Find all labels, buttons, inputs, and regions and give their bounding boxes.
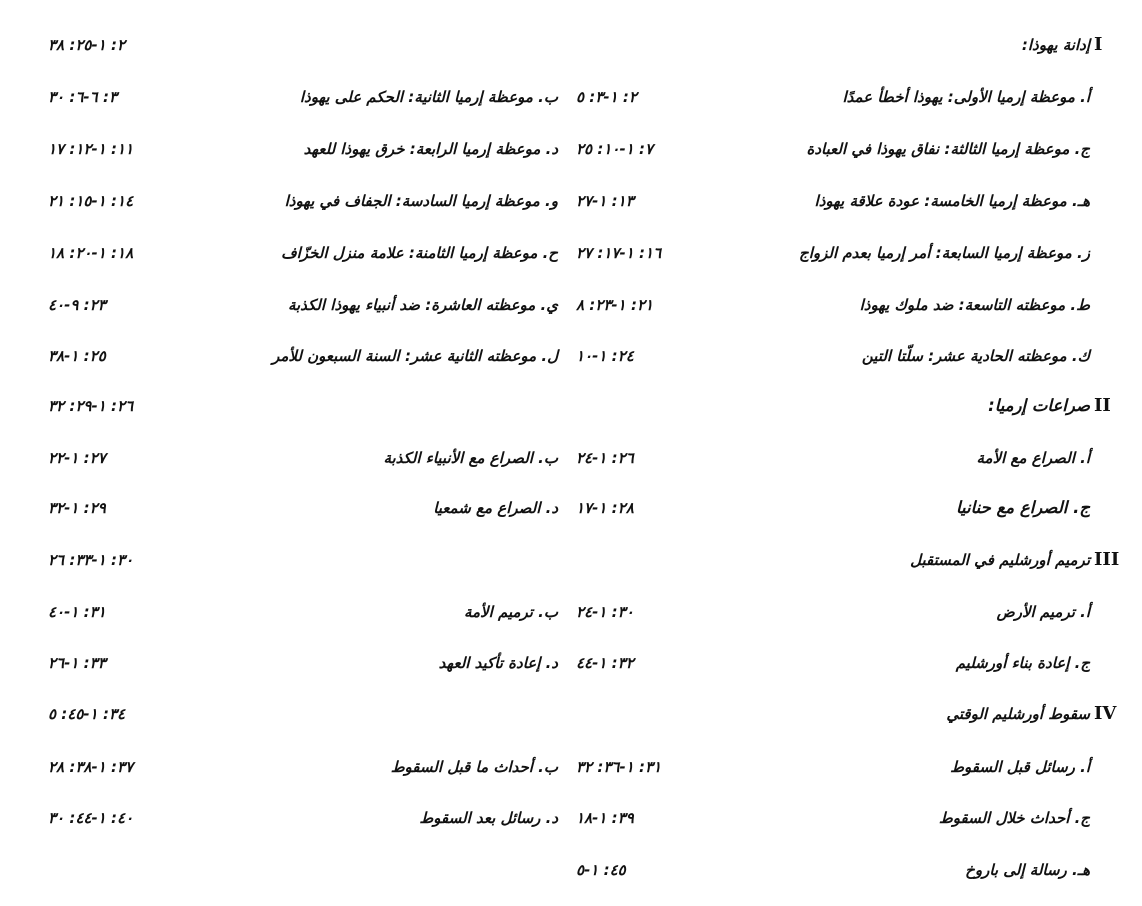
item-reference: ٢٨: ١-١٧	[576, 499, 634, 517]
item-reference: ٢١: ١-٢٣: ٨	[576, 296, 654, 314]
item-reference: ٤٥: ١-٥	[576, 861, 626, 879]
item-title: د. رسائل بعد السقوط	[419, 809, 558, 827]
item-reference: ٣٠: ١-٢٤	[576, 603, 634, 621]
item-title: ج. الصراع مع حنانيا	[955, 498, 1090, 517]
item-reference: ٤٠: ١-٤٤: ٣٠	[48, 809, 134, 827]
item-title: ح. موعظة إرميا الثامنة: علامة منزل الخزّاف	[281, 244, 558, 262]
item-title: ب. الصراع مع الأنبياء الكذبة	[383, 449, 558, 467]
item-title: ب. أحداث ما قبل السقوط	[390, 758, 558, 776]
section-header	[0, 391, 1142, 421]
item-reference: ١١: ١-١٢: ١٧	[48, 140, 134, 158]
item-title: أ. الصراع مع الأمة	[976, 449, 1090, 467]
item-reference: ٢٦: ١-٢٤	[576, 449, 634, 467]
section-numeral: IV	[1094, 703, 1117, 724]
item-reference: ٢٤: ١-١٠	[576, 347, 634, 365]
section-numeral: II	[1094, 395, 1111, 416]
item-title: هـ. موعظة إرميا الخامسة: عودة علاقة يهوذا	[814, 192, 1090, 210]
item-reference: ٢: ١-٣: ٥	[576, 88, 637, 106]
outline-row	[0, 341, 1142, 371]
item-reference: ٣١: ١-٤٠	[48, 603, 106, 621]
item-title: ل. موعظته الثانية عشر: السنة السبعون للأمر	[272, 347, 558, 365]
section-title: ترميم أورشليم في المستقبل	[910, 551, 1090, 569]
item-reference: ١٣: ١-٢٧	[576, 192, 634, 210]
section-numeral: III	[1094, 549, 1120, 570]
item-title: ج. موعظة إرميا الثالثة: نفاق يهوذا في العبادة	[806, 140, 1090, 158]
outline-row	[0, 134, 1142, 164]
item-reference: ١٤: ١-١٥: ٢١	[48, 192, 134, 210]
item-title: ط. موعظته التاسعة: ضد ملوك يهوذا	[859, 296, 1090, 314]
item-reference: ٣: ٦-٦: ٣٠	[48, 88, 118, 106]
item-reference: ٧: ١-١٠: ٢٥	[576, 140, 654, 158]
item-reference: ٢٩: ١-٣٢	[48, 499, 106, 517]
item-reference: ٣٢: ١-٤٤	[576, 654, 634, 672]
item-title: د. موعظة إرميا الرابعة: خرق يهوذا للعهد	[303, 140, 558, 158]
outline-row	[0, 803, 1142, 833]
item-reference: ٢٧: ١-٢٢	[48, 449, 106, 467]
item-reference: ٣٩: ١-١٨	[576, 809, 634, 827]
section-reference: ٢: ١-٢٥: ٣٨	[48, 36, 126, 54]
section-header	[0, 545, 1142, 575]
outline-row	[0, 186, 1142, 216]
item-reference: ٢٣: ٩-٤٠	[48, 296, 106, 314]
item-reference: ١٦: ١-١٧: ٢٧	[576, 244, 662, 262]
section-reference: ٣٤: ١-٤٥: ٥	[48, 705, 126, 723]
item-title: هـ. رسالة إلى باروخ	[965, 861, 1090, 879]
section-title: إدانة يهوذا:	[1021, 36, 1090, 54]
outline-row	[0, 82, 1142, 112]
item-title: ي. موعظته العاشرة: ضد أنبياء يهوذا الكذبة	[287, 296, 558, 314]
section-numeral: I	[1094, 34, 1103, 55]
item-title: ج. إعادة بناء أورشليم	[955, 654, 1090, 672]
outline-row	[0, 597, 1142, 627]
item-title: أ. رسائل قبل السقوط	[950, 758, 1090, 776]
outline-row	[0, 443, 1142, 473]
section-title: صراعات إرميا:	[988, 396, 1090, 415]
item-title: ز. موعظة إرميا السابعة: أمر إرميا بعدم الزواج	[799, 244, 1090, 262]
section-header	[0, 699, 1142, 729]
item-reference: ٣٣: ١-٢٦	[48, 654, 106, 672]
outline-row	[0, 752, 1142, 782]
item-title: ك. موعظته الحادية عشر: سلّتا التين	[861, 347, 1090, 365]
section-title: سقوط أورشليم الوقتي	[946, 705, 1090, 723]
section-reference: ٣٠: ١-٣٣: ٢٦	[48, 551, 134, 569]
item-reference: ٣١: ١-٣٦: ٣٢	[576, 758, 662, 776]
item-reference: ٢٥: ١-٣٨	[48, 347, 106, 365]
section-reference: ٢٦: ١-٢٩: ٣٢	[48, 397, 134, 415]
item-title: د. الصراع مع شمعيا	[433, 499, 558, 517]
item-title: ب. موعظة إرميا الثانية: الحكم على يهوذا	[299, 88, 558, 106]
outline-row	[0, 855, 1142, 885]
outline-row	[0, 238, 1142, 268]
item-title: أ. موعظة إرميا الأولى: يهوذا أخطأ عمدًا	[842, 88, 1090, 106]
item-reference: ٣٧: ١-٣٨: ٢٨	[48, 758, 134, 776]
item-title: أ. ترميم الأرض	[996, 603, 1090, 621]
section-header	[0, 30, 1142, 60]
item-reference: ١٨: ١-٢٠: ١٨	[48, 244, 134, 262]
item-title: و. موعظة إرميا السادسة: الجفاف في يهوذا	[284, 192, 558, 210]
item-title: ج. أحداث خلال السقوط	[938, 809, 1090, 827]
outline-row	[0, 648, 1142, 678]
outline-row	[0, 290, 1142, 320]
item-title: د. إعادة تأكيد العهد	[438, 654, 558, 672]
outline-row	[0, 493, 1142, 523]
item-title: ب. ترميم الأمة	[463, 603, 558, 621]
